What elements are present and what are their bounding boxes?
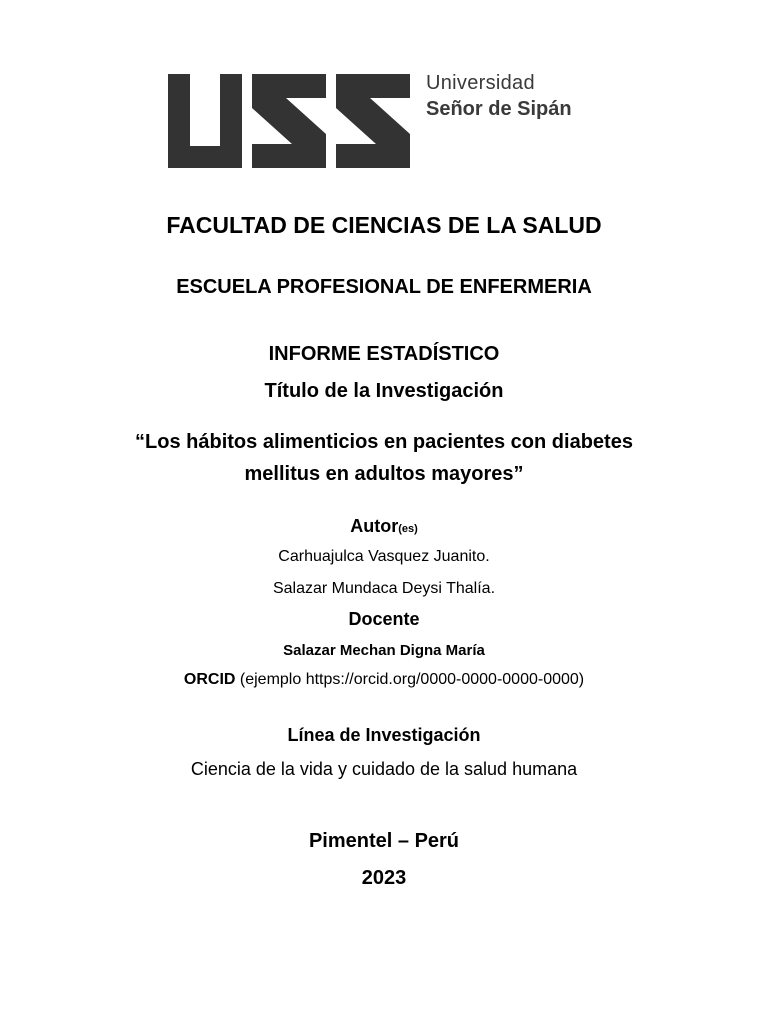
title-label: Título de la Investigación <box>264 380 504 402</box>
authors-label-suffix: (es) <box>398 523 418 535</box>
orcid-line <box>0 669 768 691</box>
research-title-line-1: “Los hábitos alimenticios en pacientes con diabetes <box>135 431 633 453</box>
school-heading: ESCUELA PROFESIONAL DE ENFERMERIA <box>176 276 592 298</box>
logo-university-text: Universidad <box>426 72 535 94</box>
report-type-heading: INFORME ESTADÍSTICO <box>268 343 500 365</box>
orcid-value: (ejemplo https://orcid.org/0000-0000-0000-0000) <box>235 671 585 688</box>
logo-sipan-text: Señor de Sipán <box>426 98 572 120</box>
orcid-label: ORCID <box>183 671 236 688</box>
teacher-label: Docente <box>348 609 420 629</box>
teacher-name: Salazar Mechan Digna María <box>283 642 485 659</box>
authors-label <box>0 513 768 542</box>
place-text: Pimentel – Perú <box>308 830 460 852</box>
research-line-label: Línea de Investigación <box>287 725 481 745</box>
research-line-value: Ciencia de la vida y cuidado de la salud humana <box>190 759 578 779</box>
uss-logo-mark <box>168 72 413 168</box>
faculty-heading: FACULTAD DE CIENCIAS DE LA SALUD <box>166 212 602 238</box>
author-name: Salazar Mundaca Deysi Thalía. <box>272 580 496 597</box>
authors-label-text: Autor <box>350 516 399 536</box>
year-text: 2023 <box>361 867 407 889</box>
author-name: Carhuajulca Vasquez Juanito. <box>278 548 490 565</box>
research-title-line-2: mellitus en adultos mayores” <box>244 463 524 485</box>
university-logo <box>168 72 588 168</box>
